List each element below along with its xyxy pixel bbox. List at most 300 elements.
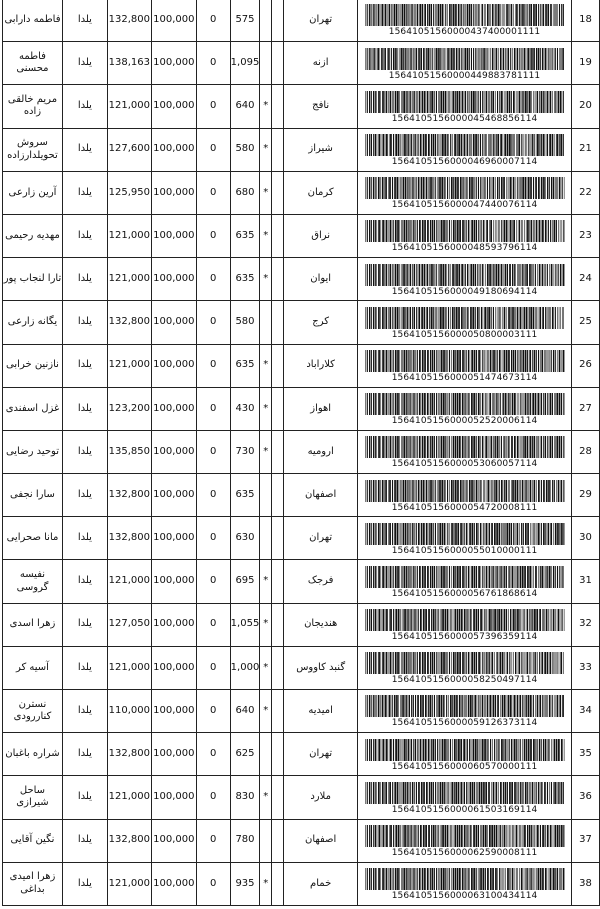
barcode-bar <box>452 134 453 156</box>
barcode-bar <box>531 609 532 631</box>
barcode-bar <box>503 393 504 415</box>
barcode-bar <box>408 825 409 847</box>
barcode-bar <box>519 825 520 847</box>
barcode-bar <box>555 436 556 458</box>
barcode-bar <box>552 350 553 372</box>
barcode-bar <box>529 91 531 113</box>
barcode-bar <box>403 307 405 329</box>
barcode-graphic <box>365 652 565 674</box>
barcode-bar <box>379 4 380 26</box>
barcode-bar <box>553 652 554 674</box>
blank-flag-cell <box>272 603 284 646</box>
barcode-bar <box>473 48 474 70</box>
barcode-bar <box>487 609 488 631</box>
barcode-bar <box>519 739 520 761</box>
barcode-bar <box>499 566 500 588</box>
barcode-bar <box>414 350 415 372</box>
barcode-bar <box>549 134 551 156</box>
barcode-bar <box>539 695 541 717</box>
barcode-bar <box>426 782 428 804</box>
barcode-bar <box>503 91 504 113</box>
barcode-bar <box>399 350 400 372</box>
barcode-bar <box>384 825 385 847</box>
barcode-bar <box>433 695 434 717</box>
barcode-bar <box>395 4 397 26</box>
barcode-bar <box>411 523 412 545</box>
barcode-bar <box>479 264 480 286</box>
barcode-bar <box>370 523 371 545</box>
barcode-bar <box>514 393 516 415</box>
barcode-bar <box>467 393 468 415</box>
barcode-bar <box>535 220 537 242</box>
barcode-bar <box>463 91 464 113</box>
barcode-bar <box>402 523 404 545</box>
barcode-bar <box>381 523 383 545</box>
barcode-bar <box>539 609 541 631</box>
barcode-bar <box>500 782 502 804</box>
barcode-bar <box>483 480 484 502</box>
barcode-bar <box>425 48 426 70</box>
barcode-bar <box>535 825 536 847</box>
barcode-bar <box>558 393 560 415</box>
barcode-bar <box>453 739 455 761</box>
barcode-bar <box>446 264 447 286</box>
barcode-bar <box>370 566 371 588</box>
barcode-bar <box>435 4 436 26</box>
barcode-bar <box>560 825 562 847</box>
barcode-bar <box>422 739 424 761</box>
barcode-bar <box>550 264 552 286</box>
barcode-bar <box>429 264 430 286</box>
barcode-bar <box>444 695 445 717</box>
barcode-bar <box>519 480 520 502</box>
blank-flag-cell <box>272 646 284 689</box>
barcode-bar <box>369 350 370 372</box>
barcode-bar <box>413 825 414 847</box>
barcode-bar <box>517 350 518 372</box>
barcode-bar <box>458 264 460 286</box>
weight-cell: 830 <box>230 776 260 819</box>
row-index-cell: 26 <box>572 344 600 387</box>
barcode-bar <box>374 134 375 156</box>
barcode-bar <box>515 652 516 674</box>
barcode-bar <box>480 220 481 242</box>
barcode-bar <box>534 825 535 847</box>
barcode-bar <box>452 652 454 674</box>
barcode-bar <box>533 177 534 199</box>
barcode-bar <box>434 350 435 372</box>
barcode-bar <box>503 177 505 199</box>
barcode-bar <box>369 91 370 113</box>
barcode-bar <box>534 868 535 890</box>
barcode-bar <box>488 48 489 70</box>
barcode-bar <box>397 825 399 847</box>
barcode-number: 1564105156000063100434114 <box>391 891 538 902</box>
recipient-name-cell: مهدیه رحیمی <box>3 214 63 257</box>
barcode-bar <box>480 307 481 329</box>
shipment-type-cell: یلدا <box>62 387 107 430</box>
barcode-bar <box>516 480 518 502</box>
barcode-bar <box>369 566 370 588</box>
barcode-bar <box>450 695 452 717</box>
barcode-bar <box>474 739 476 761</box>
barcode-bar <box>480 652 481 674</box>
barcode-bar <box>402 566 403 588</box>
barcode-bar <box>479 4 480 26</box>
barcode-bar <box>394 307 396 329</box>
barcode-bar <box>465 436 466 458</box>
barcode-bar <box>516 868 517 890</box>
barcode-bar <box>456 350 458 372</box>
shipment-type-cell: یلدا <box>62 258 107 301</box>
total-amount-cell: 121,000 <box>107 258 151 301</box>
barcode-bar <box>505 566 506 588</box>
barcode-bar <box>495 91 496 113</box>
barcode-bar <box>382 350 384 372</box>
barcode-bar <box>402 436 403 458</box>
barcode-bar <box>522 350 524 372</box>
barcode-bar <box>467 264 468 286</box>
barcode-bar <box>396 523 398 545</box>
barcode-bar <box>392 782 393 804</box>
recipient-name-cell: فاطمه محسنی <box>3 42 63 85</box>
barcode-bar <box>420 695 422 717</box>
barcode-bar <box>480 695 481 717</box>
barcode-bar <box>446 307 447 329</box>
barcode-bar <box>477 177 478 199</box>
barcode-bar <box>374 48 375 70</box>
barcode-bar <box>406 523 407 545</box>
barcode-bar <box>533 4 535 26</box>
barcode-bar <box>516 652 517 674</box>
barcode-bar <box>447 782 448 804</box>
barcode-bar <box>406 825 407 847</box>
barcode-bar <box>456 695 458 717</box>
barcode-bar <box>549 868 551 890</box>
barcode-bar <box>514 307 515 329</box>
barcode-bar <box>370 480 371 502</box>
barcode-bar <box>448 566 449 588</box>
barcode-bar <box>384 134 385 156</box>
barcode-bar <box>525 91 527 113</box>
barcode-bar <box>384 609 385 631</box>
total-amount-cell: 110,000 <box>107 690 151 733</box>
barcode-bar <box>549 782 550 804</box>
barcode-bar <box>407 393 408 415</box>
barcode-bar <box>410 264 411 286</box>
barcode-bar <box>477 264 478 286</box>
barcode-bar <box>411 177 412 199</box>
barcode-bar <box>473 393 475 415</box>
barcode-bar <box>498 4 500 26</box>
barcode-bar <box>479 868 480 890</box>
base-amount-cell: 100,000 <box>151 646 196 689</box>
barcode-bar <box>459 868 461 890</box>
barcode-bar <box>450 177 452 199</box>
barcode-bar <box>440 566 442 588</box>
barcode-bar <box>461 264 463 286</box>
barcode-bar <box>535 739 536 761</box>
barcode-bar <box>388 220 389 242</box>
barcode-bar <box>545 523 546 545</box>
barcode-bar <box>563 566 564 588</box>
barcode-bar <box>394 393 396 415</box>
barcode-bar <box>500 436 501 458</box>
barcode-bar <box>446 868 447 890</box>
barcode-bar <box>388 436 389 458</box>
barcode-bar <box>425 523 427 545</box>
barcode-bar <box>489 652 490 674</box>
barcode-bar <box>402 868 403 890</box>
barcode-bar <box>404 177 405 199</box>
barcode-bar <box>490 4 491 26</box>
barcode-bar <box>544 48 546 70</box>
barcode-bar <box>524 220 525 242</box>
barcode-bar <box>430 134 431 156</box>
barcode-bar <box>456 609 457 631</box>
barcode-bar <box>448 220 449 242</box>
barcode-bar <box>427 739 429 761</box>
barcode-bar <box>457 4 459 26</box>
barcode-bar <box>434 177 435 199</box>
barcode-bar <box>478 566 480 588</box>
barcode-bar <box>539 48 540 70</box>
barcode-bar <box>555 177 556 199</box>
barcode-bar <box>521 609 522 631</box>
barcode-bar <box>489 220 490 242</box>
table-row <box>3 214 600 257</box>
barcode-bar <box>556 4 557 26</box>
barcode-bar <box>426 868 428 890</box>
star-flag-cell <box>260 517 272 560</box>
barcode-bar <box>510 523 511 545</box>
barcode-bar <box>506 782 507 804</box>
barcode-bar <box>396 480 398 502</box>
barcode-bar <box>501 307 502 329</box>
barcode-bar <box>516 307 518 329</box>
star-flag-cell: * <box>260 560 272 603</box>
barcode-bar <box>416 4 418 26</box>
barcode-bar <box>485 782 487 804</box>
barcode-bar <box>471 566 473 588</box>
barcode-bar <box>563 220 564 242</box>
barcode-bar <box>422 480 424 502</box>
barcode-bar <box>412 436 413 458</box>
barcode-bar <box>438 307 439 329</box>
barcode-bar <box>431 609 432 631</box>
barcode-number: 1564105156000055010000111 <box>391 545 538 556</box>
barcode-bar <box>486 695 488 717</box>
barcode-bar <box>500 695 501 717</box>
barcode-bar <box>525 220 526 242</box>
blank-flag-cell <box>272 430 284 473</box>
base-amount-cell: 100,000 <box>151 301 196 344</box>
barcode-bar <box>435 264 436 286</box>
barcode-bar <box>436 177 437 199</box>
barcode-bar <box>397 393 399 415</box>
base-amount-cell: 100,000 <box>151 474 196 517</box>
barcode-bar <box>401 393 402 415</box>
barcode-bar <box>439 220 440 242</box>
barcode-bar <box>497 739 498 761</box>
barcode-bar <box>527 695 529 717</box>
zero-value-cell: 0 <box>196 85 230 128</box>
barcode-bar <box>494 220 495 242</box>
barcode-bar <box>473 825 475 847</box>
total-amount-cell: 121,000 <box>107 646 151 689</box>
barcode-bar <box>429 868 430 890</box>
barcode-bar <box>543 523 545 545</box>
barcode-bar <box>434 480 435 502</box>
shipment-type-cell: یلدا <box>62 603 107 646</box>
barcode-bar <box>535 652 536 674</box>
barcode-bar <box>527 739 529 761</box>
barcode-bar <box>499 91 500 113</box>
barcode-bar <box>409 652 410 674</box>
barcode-bar <box>444 739 446 761</box>
barcode-graphic <box>365 695 565 717</box>
barcode-bar <box>440 48 441 70</box>
barcode-bar <box>437 4 439 26</box>
barcode-bar <box>461 91 463 113</box>
barcode-bar <box>549 48 550 70</box>
barcode-bar <box>518 652 520 674</box>
barcode-bar <box>490 307 491 329</box>
barcode-bar <box>423 91 425 113</box>
barcode-bar <box>394 782 396 804</box>
barcode-bar <box>445 393 446 415</box>
barcode-bar <box>503 350 505 372</box>
barcode-bar <box>366 307 367 329</box>
barcode-bar <box>459 177 461 199</box>
barcode-bar <box>480 177 481 199</box>
barcode-bar <box>547 523 549 545</box>
barcode-bar <box>434 48 435 70</box>
barcode-bar <box>498 307 499 329</box>
barcode-bar <box>530 4 532 26</box>
barcode-bar <box>493 480 494 502</box>
barcode-bar <box>489 264 491 286</box>
barcode-bar <box>389 609 390 631</box>
zero-value-cell: 0 <box>196 0 230 42</box>
barcode-bar <box>393 695 395 717</box>
barcode-bar <box>428 4 430 26</box>
barcode-bar <box>505 825 506 847</box>
star-flag-cell <box>260 474 272 517</box>
barcode-bar <box>544 350 545 372</box>
barcode-bar <box>516 739 517 761</box>
barcode-bar <box>560 739 562 761</box>
barcode-bar <box>401 609 402 631</box>
barcode-bar <box>503 307 505 329</box>
barcode-bar <box>410 393 411 415</box>
barcode-bar <box>437 782 438 804</box>
barcode-bar <box>515 264 516 286</box>
barcode-bar <box>530 393 531 415</box>
table-row <box>3 862 600 905</box>
barcode-bar <box>560 134 562 156</box>
barcode-bar <box>415 739 416 761</box>
barcode-bar <box>537 523 539 545</box>
barcode-bar <box>482 134 483 156</box>
barcode-bar <box>516 134 517 156</box>
barcode-bar <box>475 393 476 415</box>
barcode-bar <box>409 91 410 113</box>
barcode-bar <box>424 220 426 242</box>
barcode-bar <box>501 91 503 113</box>
barcode-bar <box>473 652 475 674</box>
total-amount-cell: 127,050 <box>107 603 151 646</box>
barcode-bar <box>469 393 470 415</box>
barcode-bar <box>534 782 535 804</box>
barcode-bar <box>524 782 526 804</box>
barcode-bar <box>496 739 497 761</box>
barcode-bar <box>552 220 553 242</box>
barcode-bar <box>440 393 442 415</box>
barcode-bar <box>413 523 414 545</box>
barcode-bar <box>384 307 385 329</box>
barcode-bar <box>458 134 460 156</box>
barcode-bar <box>562 868 564 890</box>
barcode-bar <box>384 868 385 890</box>
barcode-bar <box>456 868 458 890</box>
barcode-bar <box>499 652 501 674</box>
blank-flag-cell <box>272 171 284 214</box>
barcode-bar <box>392 652 393 674</box>
barcode-bar <box>448 739 449 761</box>
total-amount-cell: 121,000 <box>107 776 151 819</box>
barcode-bar <box>527 566 529 588</box>
barcode-bar <box>510 91 511 113</box>
barcode-bar <box>407 868 408 890</box>
barcode-bar <box>384 4 386 26</box>
barcode-bar <box>399 48 400 70</box>
barcode-bar <box>419 739 421 761</box>
barcode-bar <box>496 609 497 631</box>
barcode-bar <box>448 825 449 847</box>
barcode-bar <box>548 609 549 631</box>
barcode-bar <box>531 652 532 674</box>
barcode-bar <box>400 4 401 26</box>
barcode-bar <box>539 307 541 329</box>
barcode-bar <box>481 739 483 761</box>
barcode-bar <box>370 739 371 761</box>
barcode-bar <box>550 220 551 242</box>
barcode-bar <box>522 177 524 199</box>
barcode-bar <box>496 220 497 242</box>
barcode-bar <box>408 523 409 545</box>
barcode-bar <box>509 566 510 588</box>
weight-cell: 780 <box>230 819 260 862</box>
barcode-bar <box>488 523 489 545</box>
barcode-number: 1564105156000052520006114 <box>391 416 538 427</box>
barcode-bar <box>484 825 486 847</box>
barcode-bar <box>493 436 494 458</box>
barcode-bar <box>388 264 389 286</box>
barcode-bar <box>555 393 556 415</box>
barcode-bar <box>407 695 408 717</box>
barcode-bar <box>431 695 432 717</box>
barcode-bar <box>550 177 551 199</box>
barcode-bar <box>518 566 519 588</box>
barcode-bar <box>417 609 418 631</box>
barcode-bar <box>455 523 457 545</box>
barcode-bar <box>442 825 444 847</box>
barcode-bar <box>487 436 488 458</box>
barcode-bar <box>369 739 370 761</box>
barcode-bar <box>385 739 387 761</box>
barcode-bar <box>452 393 454 415</box>
